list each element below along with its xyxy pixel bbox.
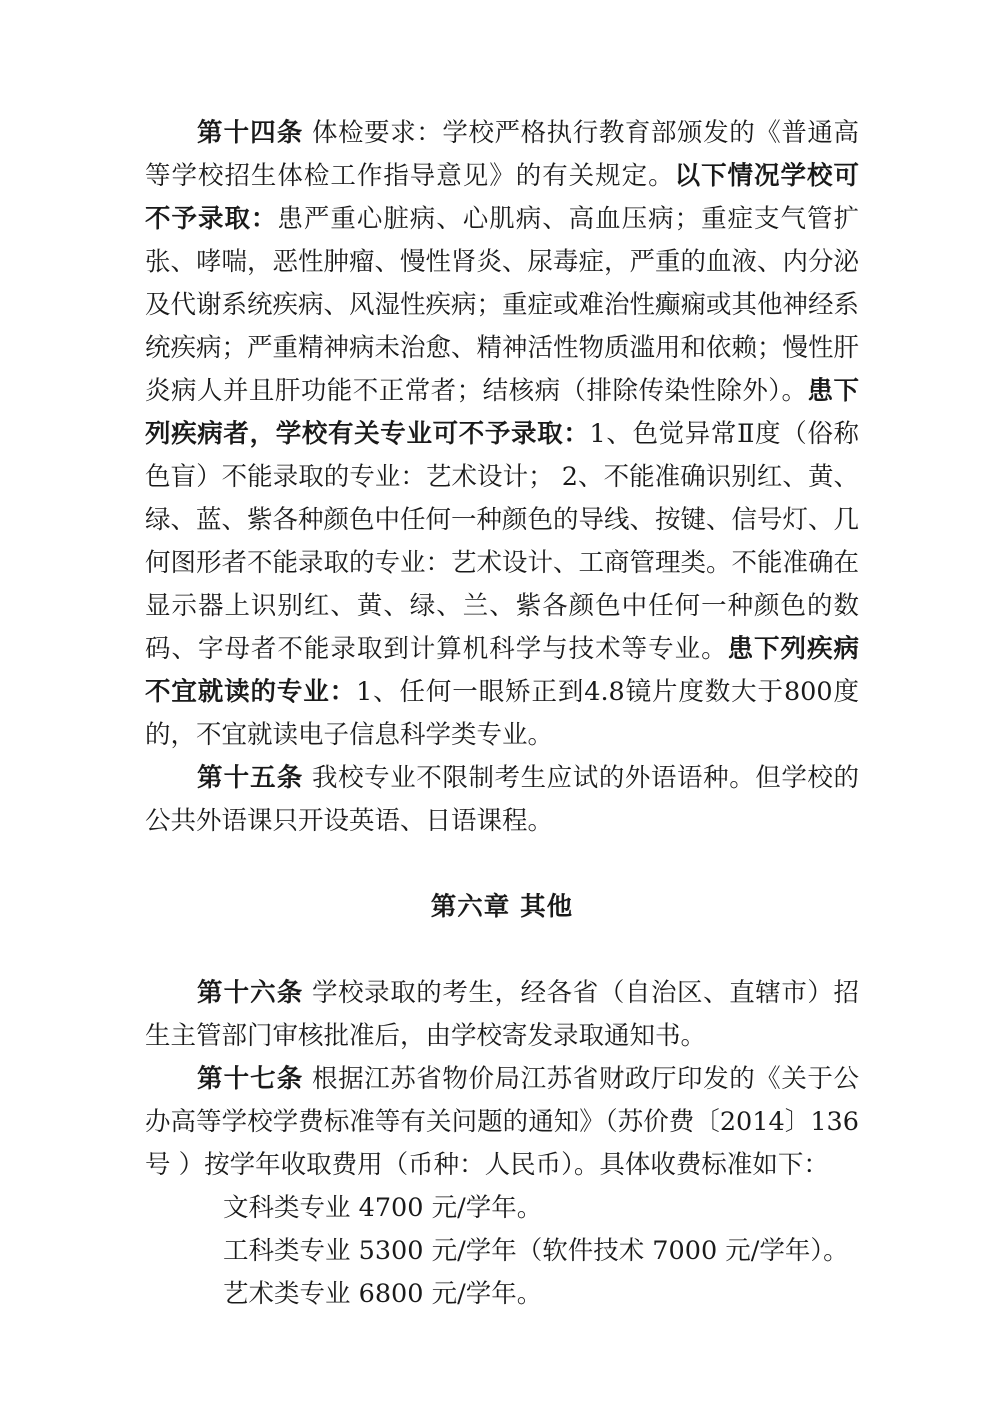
article-16-body: 学校录取的考生，经各省（自治区、直辖市）招生主管部门审核批准后，由学校寄发录取通知书。 bbox=[145, 978, 859, 1051]
chapter-heading-spacer-after bbox=[145, 929, 859, 972]
fee-line-arts: 艺术类专业 6800 元/学年。 bbox=[223, 1279, 543, 1309]
chapter-6-heading: 第六章 其他 bbox=[430, 892, 574, 922]
article-17-body: 根据江苏省物价局江苏省财政厅印发的《关于公办高等学校学费标准等有关问题的通知》（苏价费〔2014〕136号 ）按学年收取费用（币种：人民币）。具体收费标准如下： bbox=[145, 1064, 859, 1180]
article-14-bold-clause-3: 患下列疾病不宜就读的专业： bbox=[145, 634, 859, 707]
article-15-paragraph bbox=[145, 757, 859, 843]
article-15-body: 我校专业不限制考生应试的外语语种。但学校的公共外语课只开设英语、日语课程。 bbox=[145, 763, 859, 836]
fee-line-liberal-arts: 文科类专业 4700 元/学年。 bbox=[223, 1193, 543, 1223]
article-14-paragraph bbox=[145, 112, 859, 757]
article-14-label: 第十四条 bbox=[197, 118, 304, 148]
article-14-body-2: 1、色觉异常Ⅱ度（俗称色盲）不能录取的专业：艺术设计； 2、不能准确识别红、黄、绿、蓝、紫各种颜色中任何一种颜色的导线、按键、信号灯、几何图形者不能录取的专业：艺术设计、工商管理类。不能准确在显示器上识别红、黄、绿、兰、紫各颜色中任何一种颜色的数码、字母者不能录取到计算机科学与技术等专业。 bbox=[145, 419, 860, 664]
article-14-bold-clause-1: 以下情况学校可不予录取： bbox=[145, 161, 859, 234]
article-14-bold-clause-2: 患下列疾病者，学校有关专业可不予录取： bbox=[145, 376, 859, 449]
article-17-label: 第十七条 bbox=[197, 1064, 304, 1094]
article-16-label: 第十六条 bbox=[197, 978, 304, 1008]
page-content bbox=[145, 112, 859, 1316]
article-14-lead-text: 体检要求：学校严格执行教育部颁发的《普通高等学校招生体检工作指导意见》的有关规定。 bbox=[145, 118, 859, 191]
article-14-body-1: 患严重心脏病、心肌病、高血压病；重症支气管扩张、哮喘，恶性肿瘤、慢性肾炎、尿毒症，严重的血液、内分泌及代谢系统疾病、风湿性疾病；重症或难治性癫痫或其他神经系统疾病；严重精神病未治愈、精神活性物质滥用和依赖；慢性肝炎病人并且肝功能不正常者；结核病（排除传染性除外）。 bbox=[145, 204, 860, 406]
article-17-paragraph bbox=[145, 1058, 859, 1187]
article-16-paragraph bbox=[145, 972, 859, 1058]
chapter-heading-spacer bbox=[145, 843, 859, 886]
article-15-label: 第十五条 bbox=[197, 763, 304, 793]
article-14-body-3: 1、任何一眼矫正到4.8镜片度数大于800度的，不宜就读电子信息科学类专业。 bbox=[145, 677, 859, 750]
fee-line-engineering: 工科类专业 5300 元/学年（软件技术 7000 元/学年）。 bbox=[223, 1236, 849, 1266]
